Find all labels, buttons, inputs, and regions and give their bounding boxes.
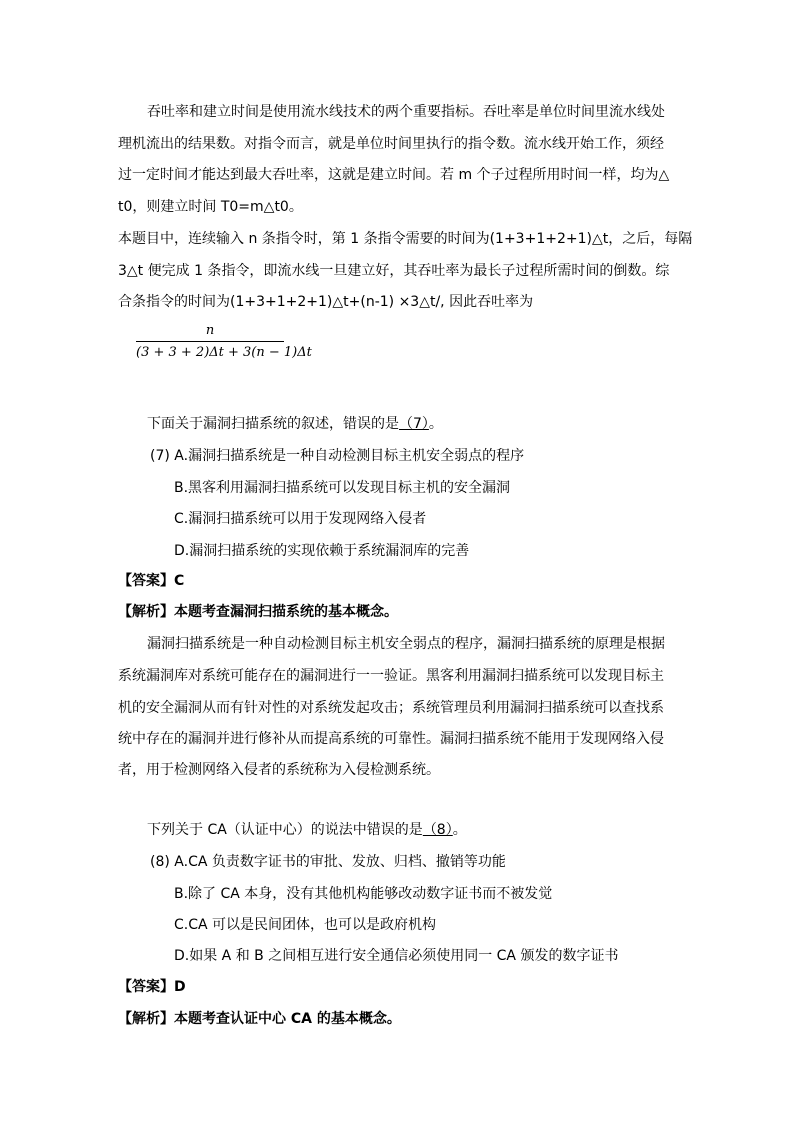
paragraph-line: 过一定时间才能达到最大吞吐率，这就是建立时间。若 m 个子过程所用时间一样，均为△ (118, 167, 670, 183)
question-stem (147, 414, 443, 434)
answer-line (118, 571, 184, 591)
analysis-heading (118, 1009, 401, 1029)
option-row (150, 852, 506, 872)
analysis-line: 统中存在的漏洞并进行修补从而提高系统的可靠性。漏洞扫描系统不能用于发现网络入侵 (118, 731, 664, 747)
answer-value: C (174, 573, 185, 589)
analysis-title: 本题考查认证中心 CA 的基本概念。 (174, 1011, 401, 1027)
analysis-line: 者，用于检测网络入侵者的系统称为入侵检测系统。 (118, 762, 440, 778)
question-end: 。 (428, 416, 443, 432)
analysis-title: 本题考查漏洞扫描系统的基本概念。 (174, 604, 398, 620)
analysis-heading (118, 602, 398, 622)
formula-numerator: n (205, 323, 215, 338)
paragraph-line: 本题目中，连续输入 n 条指令时，第 1 条指令需要的时间为(1+3+1+2+1)△t，之后，每隔 (118, 231, 693, 247)
analysis-line: 机的安全漏洞从而有针对性的对系统发起攻击；系统管理员利用漏洞扫描系统可以查找系 (118, 700, 664, 716)
analysis-line: 系统漏洞库对系统可能存在的漏洞进行一一验证。黑客利用漏洞扫描系统可以发现目标主 (118, 668, 664, 684)
analysis-label: 【解析】 (118, 604, 174, 620)
question-end: 。 (452, 822, 467, 838)
paragraph-line: t0，则建立时间 T0=m△t0。 (118, 199, 303, 215)
option-d: D.漏洞扫描系统的实现依赖于系统漏洞库的完善 (174, 543, 470, 559)
option-c: C.漏洞扫描系统可以用于发现网络入侵者 (174, 511, 427, 527)
question-text: 下面关于漏洞扫描系统的叙述，错误的是 (147, 416, 399, 432)
question-stem (147, 820, 467, 840)
option-a: A.漏洞扫描系统是一种自动检测目标主机安全弱点的程序 (174, 448, 525, 464)
question-blank: （8） (422, 822, 453, 838)
paragraph-line: 吞吐率和建立时间是使用流水线技术的两个重要指标。吞吐率是单位时间里流水线处 (147, 104, 665, 120)
option-b: B.黑客利用漏洞扫描系统可以发现目标主机的安全漏洞 (174, 480, 511, 496)
question-number: (7) (150, 448, 170, 464)
question-text: 下列关于 CA（认证中心）的说法中错误的是 (147, 822, 423, 838)
answer-label: 【答案】 (118, 573, 174, 589)
answer-label: 【答案】 (118, 979, 174, 995)
analysis-line: 漏洞扫描系统是一种自动检测目标主机安全弱点的程序，漏洞扫描系统的原理是根据 (147, 636, 665, 652)
answer-value: D (174, 979, 186, 995)
question-number: (8) (150, 854, 170, 870)
question-blank: （7） (399, 416, 429, 432)
paragraph-line: 理机流出的结果数。对指令而言，就是单位时间里执行的指令数。流水线开始工作，须经 (118, 136, 664, 152)
paragraph-line: 合条指令的时间为(1+3+1+2+1)△t+(n-1) ×3△t/, 因此吞吐率为 (118, 294, 534, 310)
analysis-label: 【解析】 (118, 1011, 174, 1027)
option-d: D.如果 A 和 B 之间相互进行安全通信必须使用同一 CA 颁发的数字证书 (174, 948, 619, 964)
paragraph-line: 3△t 便完成 1 条指令，即流水线一旦建立好，其吞吐率为最长子过程所需时间的倒数。综 (118, 263, 670, 279)
answer-line (118, 977, 186, 997)
throughput-formula (136, 322, 312, 362)
option-row (150, 446, 524, 466)
option-a: A.CA 负责数字证书的审批、发放、归档、撤销等功能 (174, 854, 506, 870)
fraction-bar (136, 341, 284, 342)
formula-denominator: (3 + 3 + 2)Δt + 3(n − 1)Δt (136, 345, 312, 360)
option-b: B.除了 CA 本身，没有其他机构能够改动数字证书而不被发觉 (174, 886, 553, 902)
option-c: C.CA 可以是民间团体，也可以是政府机构 (174, 917, 437, 933)
